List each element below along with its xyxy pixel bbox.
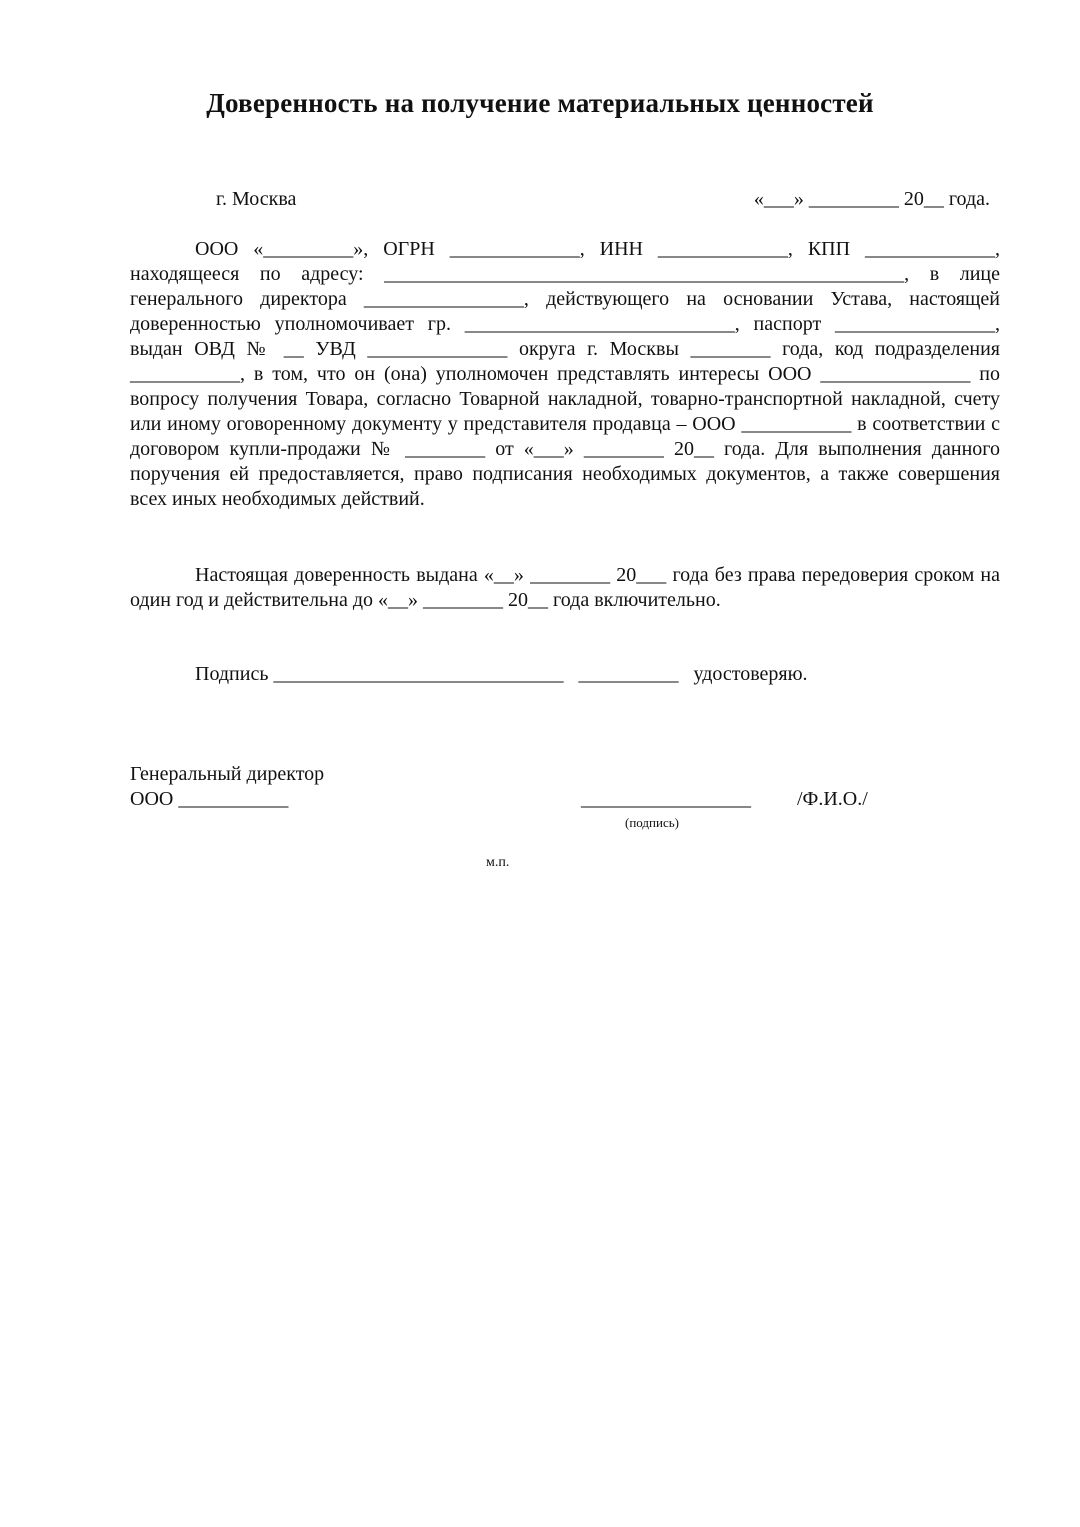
director-signature-line: _________________ <box>581 788 751 810</box>
signature-certification-line: Подпись _____________________________ __________ удостоверяю. <box>195 663 808 685</box>
director-title: Генеральный директор <box>130 763 325 785</box>
main-paragraph: ООО «_________», ОГРН _____________, ИНН _____________, КПП _____________, находящееся по адресу: ____________________________________________________, в лице генерального директора ________________, действующего на основании Устава, настоящей доверенностью уполномочивает гр. ___________________________, паспорт ________________, выдан ОВД № __ УВД ______________ округа г. Москвы ________ года, код подразделения ___________, в том, что он (она) уполномочен представлять интересы ООО _______________ по вопросу получения Товара, согласно Товарной накладной, товарно-транспортной накладной, счету или иному оговоренному документу у представителя продавца – ООО ___________ в соответствии с договором купли-продажи № ________ от «___» ________ 20__ года. Для выполнения данного поручения ей предоставляется, право подписания необходимых документов, а также совершения всех иных необходимых действий. <box>130 238 1000 510</box>
director-organization: ООО ___________ <box>130 788 289 810</box>
signature-caption: (подпись) <box>625 815 679 830</box>
document-date: «___» _________ 20__ года. <box>753 188 990 210</box>
validity-paragraph: Настоящая доверенность выдана «__» ________ 20___ года без права передоверия сроком на один год и действительна до «__» ________ 20__ года включительно. <box>130 564 1000 611</box>
document-city: г. Москва <box>216 188 297 210</box>
director-fio: /Ф.И.О./ <box>797 788 868 810</box>
stamp-placeholder: м.п. <box>486 855 510 870</box>
document-title: Доверенность на получение материальных ценностей <box>206 88 874 118</box>
